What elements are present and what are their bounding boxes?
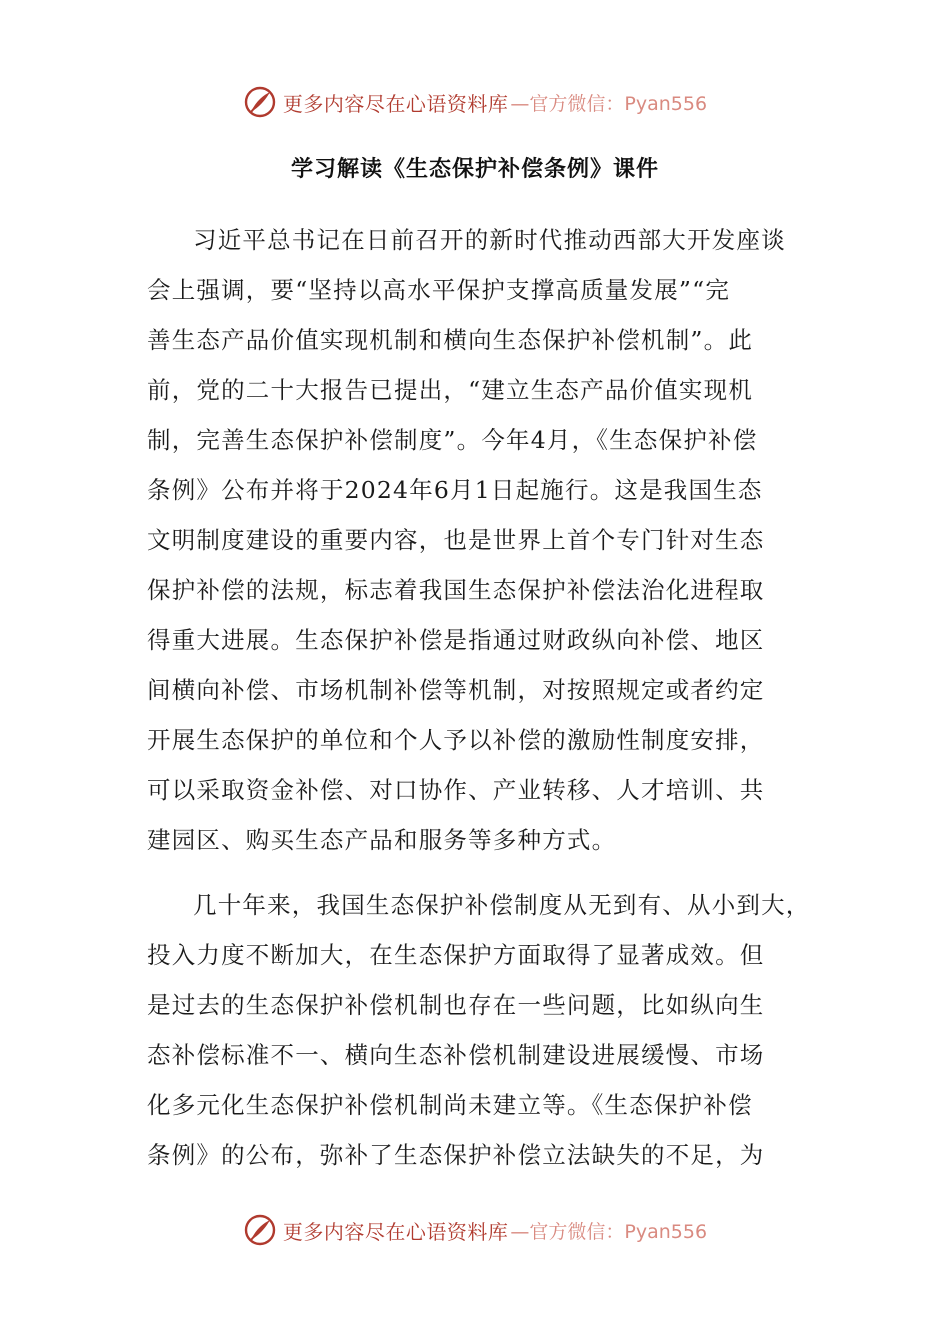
paragraph-line: 文明制度建设的重要内容，也是世界上首个专门针对生态 (147, 526, 765, 554)
watermark-contact: —官方微信：Pyan556 (510, 1220, 708, 1243)
paragraph-line: 开展生态保护的单位和个人予以补偿的激励性制度安排， (147, 726, 765, 754)
paragraph-line: 是过去的生态保护补偿机制也存在一些问题，比如纵向生 (147, 991, 765, 1019)
watermark-contact: —官方微信：Pyan556 (510, 92, 708, 115)
paragraph-line: 得重大进展。生态保护补偿是指通过财政纵向补偿、地区 (147, 626, 765, 654)
quill-logo-icon (243, 85, 277, 119)
paragraph-line: 习近平总书记在日前召开的新时代推动西部大开发座谈 (193, 226, 786, 254)
paragraph-line: 条例》公布并将于2024年6月1日起施行。这是我国生态 (147, 476, 763, 504)
paragraph-line: 制，完善生态保护补偿制度”。今年4月，《生态保护补偿 (147, 426, 758, 454)
paragraph-line: 保护补偿的法规，标志着我国生态保护补偿法治化进程取 (147, 576, 765, 604)
watermark-brand: 更多内容尽在心语资料库 (282, 91, 509, 116)
paragraph-1 (147, 215, 807, 865)
quill-logo-icon (243, 1213, 277, 1247)
paragraph-line: 几十年来，我国生态保护补偿制度从无到有、从小到大， (193, 891, 811, 919)
watermark-header (0, 80, 950, 124)
paragraph-line: 态补偿标准不一、横向生态补偿机制建设进展缓慢、市场 (147, 1041, 765, 1069)
paragraph-line: 化多元化生态保护补偿机制尚未建立等。《生态保护补偿 (147, 1091, 753, 1119)
paragraph-line: 可以采取资金补偿、对口协作、产业转移、人才培训、共 (147, 776, 765, 804)
watermark-footer (0, 1208, 950, 1252)
paragraph-line: 前，党的二十大报告已提出，“建立生态产品价值实现机 (147, 376, 754, 404)
paragraph-line: 投入力度不断加大，在生态保护方面取得了显著成效。但 (147, 941, 765, 969)
paragraph-2 (147, 880, 811, 1180)
paragraph-line: 条例》的公布，弥补了生态保护补偿立法缺失的不足，为 (147, 1141, 765, 1169)
paragraph-line: 善生态产品价值实现机制和横向生态保护补偿机制”。此 (147, 326, 754, 354)
document-title: 学习解读《生态保护补偿条例》课件 (290, 157, 659, 182)
watermark-brand: 更多内容尽在心语资料库 (282, 1219, 509, 1244)
paragraph-line: 会上强调，要“坚持以高水平保护支撑高质量发展”“完 (147, 276, 731, 304)
paragraph-line: 间横向补偿、市场机制补偿等机制，对按照规定或者约定 (147, 676, 765, 704)
paragraph-line: 建园区、购买生态产品和服务等多种方式。 (147, 826, 617, 854)
